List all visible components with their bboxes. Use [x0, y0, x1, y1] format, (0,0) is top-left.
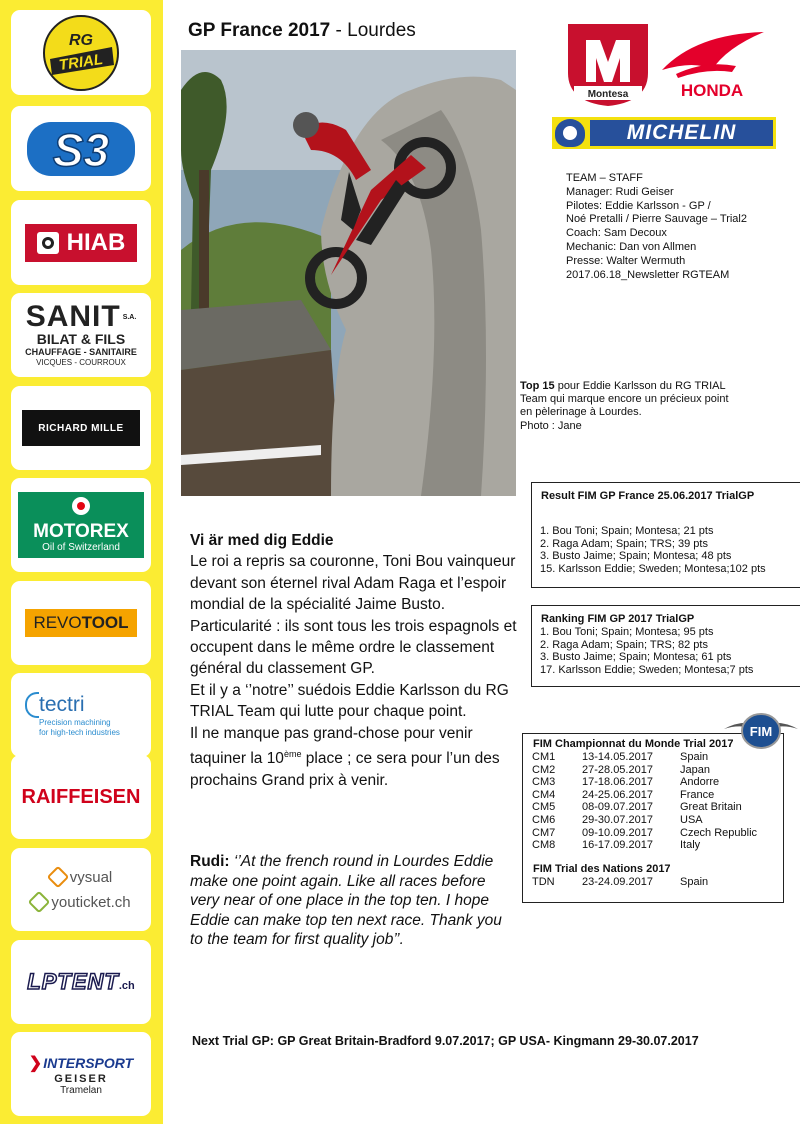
ranking-row: 1. Bou Toni; Spain; Montesa; 95 pts [540, 626, 714, 638]
intersport-l3: Tramelan [60, 1084, 102, 1096]
lptent-ch: .ch [118, 980, 135, 992]
page-title: GP France 2017 - Lourdes [188, 20, 416, 41]
team-staff [566, 172, 747, 282]
youticket-text: youticket.ch [51, 893, 131, 911]
caption-bold: Top 15 [520, 380, 555, 392]
michelin-logo [552, 117, 776, 149]
hiab-text: HIAB [66, 228, 126, 256]
sponsor-sanit [11, 293, 151, 377]
honda-text: HONDA [680, 81, 744, 100]
nations-row: TDN 23-24.09.2017 Spain [532, 876, 709, 888]
ranking-box [531, 605, 800, 687]
championship-row: CM1 13-14.05.2017 Spain [532, 751, 709, 763]
rg-trial-text-1: RG [69, 31, 93, 49]
tectri-name: tectri [39, 693, 85, 716]
s3-text: S3 [52, 123, 110, 176]
ranking-title: Ranking FIM GP 2017 TrialGP [541, 613, 695, 625]
revotool-a: REVO [33, 613, 82, 632]
motorex-name: MOTOREX [33, 521, 129, 542]
article [190, 530, 520, 791]
fim-logo [722, 711, 800, 756]
rg-trial-logo [36, 13, 126, 93]
intersport-chevron-icon: ❯ [28, 1054, 43, 1072]
championship-row: CM3 17-18.06.2017 Andorre [532, 776, 720, 789]
sponsor-intersport [11, 1032, 151, 1116]
honda-logo [656, 30, 768, 105]
tectri-sub2: for high-tech industries [39, 728, 120, 737]
sponsor-sidebar [0, 0, 163, 1124]
sponsor-richard-mille [11, 386, 151, 470]
michelin-text: MICHELIN [626, 121, 737, 144]
tectri-arc-icon [25, 692, 39, 718]
vysual-text: vysual [69, 868, 113, 886]
article-p1: Le roi a repris sa couronne, Toni Bou vainqueur devant son éternel rival Adam Raga et l’espoir mondial de la spécialité Jaime Busto. [190, 553, 516, 614]
montesa-text: Montesa [587, 89, 629, 100]
rider-on-rock-image [181, 50, 516, 496]
montesa-logo [560, 18, 656, 113]
sponsor-s3 [11, 106, 151, 191]
sponsor-rg-trial [11, 10, 151, 95]
photo-caption [520, 380, 765, 433]
championship-table [532, 751, 757, 852]
sponsor-vysual-youticket [11, 848, 151, 931]
championship-row: CM8 16-17.09.2017 Italy [532, 839, 701, 852]
staff-line: Mechanic: Dan von Allmen [566, 240, 697, 253]
ranking-row: 3. Busto Jaime; Spain; Montesa; 61 pts [540, 651, 732, 664]
fim-text: FIM [749, 724, 773, 739]
caption-line4: Photo : Jane [520, 419, 582, 432]
rudi-quote [190, 852, 510, 950]
nations-title: FIM Trial des Nations 2017 [533, 863, 671, 875]
ranking-row: 2. Raga Adam; Spain; TRS; 82 pts [540, 638, 708, 651]
ranking-row: 17. Karlsson Eddie; Sweden; Montesa;7 pts [540, 663, 754, 676]
s3-logo [21, 114, 141, 184]
michelin-man-icon [555, 119, 585, 147]
championship-row: CM6 29-30.07.2017 USA [532, 813, 703, 826]
staff-line: 2017.06.18_Newsletter RGTEAM [566, 268, 730, 281]
result-row: 15. Karlsson Eddie; Sweden; Montesa;102 pts [540, 562, 766, 575]
staff-line: Coach: Sam Decoux [566, 227, 667, 240]
result-title: Result FIM GP France 25.06.2017 TrialGP [541, 490, 755, 502]
hiab-crane-icon [37, 232, 59, 254]
staff-line: TEAM – STAFF [566, 172, 643, 184]
result-row: 1. Bou Toni; Spain; Montesa; 21 pts [540, 525, 714, 537]
sponsor-motorex [11, 478, 151, 572]
sponsor-tectri [11, 673, 151, 757]
article-p2: Particularité : ils sont tous les trois espagnols et occupent dans le même ordre le classement général du classement GP. [190, 617, 517, 678]
raiffeisen-text: RAIFFEISEN [21, 785, 141, 808]
staff-line: Pilotes: Eddie Karlsson - GP / [566, 199, 711, 212]
championship-title: FIM Championnat du Monde Trial 2017 [533, 738, 734, 750]
sponsor-lptent [11, 940, 151, 1024]
revotool-b: TOOL [81, 613, 129, 632]
sponsor-raiffeisen [11, 755, 151, 839]
article-p3: Et il y a ‘’notre’’ suédois Eddie Karlsson du RG TRIAL Team qui lutte pour chaque point. [190, 681, 509, 721]
staff-line: Noé Pretalli / Pierre Sauvage – Trial2 [566, 213, 747, 226]
tectri-sub1: Precision machining [39, 718, 111, 727]
article-p4: Il ne manque pas grand-chose pour venir taquiner la 10ème place ; ce sera pour l’un des prochains Grand prix à venir. [190, 724, 500, 789]
championship-row: CM7 09-10.09.2017 Czech Republic [532, 826, 758, 839]
sanit-name: SANIT [25, 300, 121, 333]
intersport-l2: GEISER [54, 1072, 108, 1085]
sanit-line4: VICQUES - COURROUX [36, 358, 126, 367]
championship-row: CM4 24-25.06.2017 France [532, 788, 715, 801]
championship-row: CM5 08-09.07.2017 Great Britain [532, 801, 742, 814]
nations-table [532, 876, 708, 889]
article-heading: Vi är med dig Eddie [190, 532, 334, 549]
vysual-icon [46, 866, 69, 889]
sponsor-revotool [11, 581, 151, 665]
staff-line: Manager: Rudi Geiser [566, 185, 674, 198]
result-row: 3. Busto Jaime; Spain; Montesa; 48 pts [540, 550, 732, 563]
championship-box [522, 733, 784, 903]
next-trial-gp: Next Trial GP: GP Great Britain-Bradford 9.07.2017; GP USA- Kingmann 29-30.07.2017 [192, 1034, 699, 1048]
caption-line2: Team qui marque encore un précieux point [520, 393, 729, 406]
motorex-sub: Oil of Switzerland [42, 542, 120, 553]
trial-photo [181, 50, 516, 496]
motorex-drop-icon [66, 495, 96, 517]
lptent-name: LPTENT [27, 969, 119, 994]
intersport-name: INTERSPORT [43, 1054, 134, 1071]
quote-name: Rudi: [190, 853, 230, 870]
result-row: 2. Raga Adam; Spain; TRS; 39 pts [540, 537, 708, 550]
youticket-icon [28, 891, 51, 914]
sanit-line2: BILAT & FILS [36, 331, 126, 347]
result-box [531, 482, 800, 588]
caption-line3: en pèlerinage à Lourdes. [520, 406, 642, 419]
caption-rest: pour Eddie Karlsson du RG TRIAL [554, 380, 726, 392]
staff-line: Presse: Walter Wermuth [566, 254, 686, 267]
richard-mille-text: RICHARD MILLE [38, 422, 124, 434]
sanit-sa: S.A. [122, 314, 137, 321]
sanit-line3: CHAUFFAGE - SANITAIRE [25, 347, 137, 357]
sponsor-hiab [11, 200, 151, 285]
championship-row: CM2 27-28.05.2017 Japan [532, 763, 710, 776]
quote-text: ‘’At the french round in Lourdes Eddie make one point again. Like all races before very near of one place in the top ten. I hope Eddie can make top ten next race. Thank you to the team for first quality job’’. [190, 853, 502, 949]
rg-trial-text-2: TRIAL [57, 50, 104, 74]
